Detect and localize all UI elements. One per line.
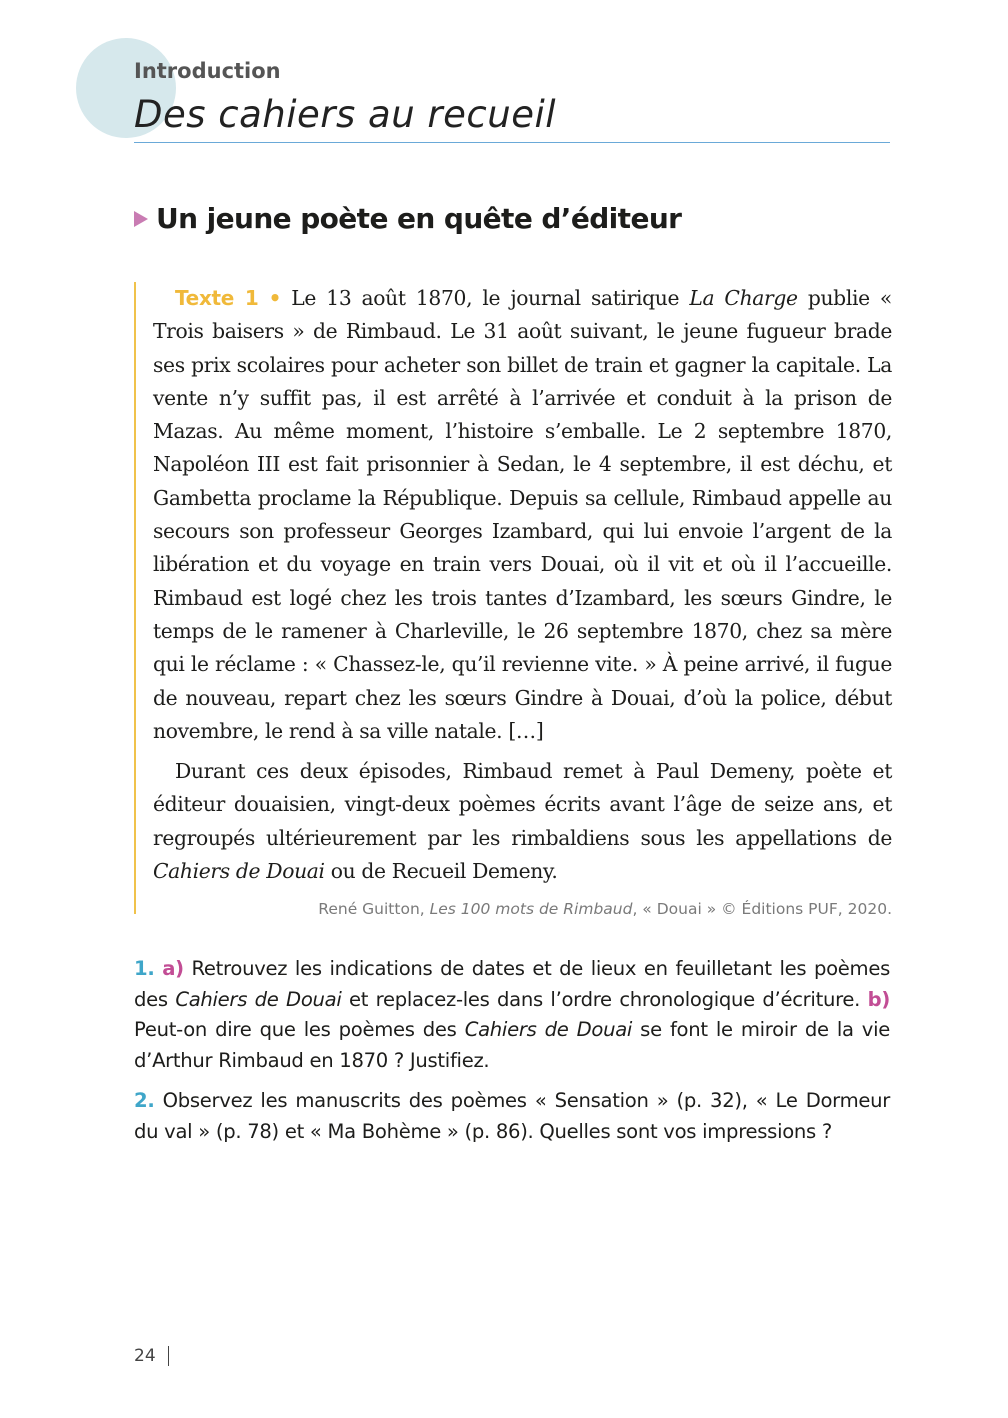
question-italic: Cahiers de Douai xyxy=(175,987,342,1011)
bullet-icon: • xyxy=(268,286,282,310)
excerpt-text: ou de Recueil Demeny. xyxy=(324,859,558,884)
subheading xyxy=(134,202,681,235)
excerpt-italic: La Charge xyxy=(689,286,798,310)
texte-label: Texte 1 xyxy=(175,286,259,310)
question-number: 2. xyxy=(134,1089,155,1112)
excerpt-text: Le 13 août 1870, le journal satirique xyxy=(281,286,690,310)
question-number: 1. xyxy=(134,957,155,980)
excerpt-paragraph-2 xyxy=(153,755,892,888)
question-letter: a) xyxy=(162,957,184,980)
question-2 xyxy=(134,1086,890,1147)
text-excerpt xyxy=(134,282,892,919)
excerpt-paragraph-1 xyxy=(153,282,892,748)
questions xyxy=(134,954,890,1147)
question-text: Observez les manuscrits des poèmes « Sensation » (p. 32), « Le Dormeur du val » (p. 78) et « Ma Bohème » (p. 86). Quelles sont vos impressions ? xyxy=(134,1089,890,1143)
question-text: et replacez-les dans l’ordre chronologique d’écriture. xyxy=(341,987,868,1011)
page-header xyxy=(134,56,890,140)
question-italic: Cahiers de Douai xyxy=(464,1018,633,1041)
source-publisher: , « Douai » © Éditions PUF, 2020. xyxy=(632,900,892,919)
page-number-divider xyxy=(168,1346,170,1366)
page-number-value: 24 xyxy=(134,1346,156,1366)
question-letter: b) xyxy=(867,987,890,1011)
section-label: Introduction xyxy=(134,59,281,83)
page-number xyxy=(134,1344,169,1368)
excerpt-italic: Cahiers de Douai xyxy=(153,859,325,884)
question-text: se font le miroir de la vie d’Arthur Rimbaud en 1870 ? Justifiez. xyxy=(134,1018,890,1072)
title-divider xyxy=(134,142,890,143)
subheading-text: Un jeune poète en quête d’éditeur xyxy=(156,202,682,235)
source-book-title: Les 100 mots de Rimbaud xyxy=(429,900,633,919)
question-1 xyxy=(134,954,890,1076)
excerpt-text: Durant ces deux épisodes, Rimbaud remet à Paul Demeny, poète et éditeur douaisien, vingt-deux poèmes écrits avant l’âge de seize ans, et regroupés ultérieurement par les rimbaldiens sous les appellations de xyxy=(153,759,892,850)
excerpt-source xyxy=(153,896,892,922)
excerpt-text: publie « Trois baisers » de Rimbaud. Le 31 août suivant, le jeune fugueur brade ses prix scolaires pour acheter son billet de train et gagner la capitale. La vente n’y suffit pas, il est arrêté à l’arrivée et conduit à la prison de Mazas. Au même moment, l’histoire s’emballe. Le 2 septembre 1870, Napoléon III est fait prisonnier à Sedan, le 4 septembre, il est déchu, et Gambetta proclame la République. Depuis sa cellule, Rimbaud appelle au secours son professeur Georges Izambard, qui lui envoie l’argent de la libération et du voyage en train vers Douai, où il vit et où il l’accueille. Rimbaud est logé chez les trois tantes d’Izambard, les sœurs Gindre, le temps de le ramener à Charleville, le 26 septembre 1870, chez sa mère qui le réclame : « Chassez-le, qu’il revienne vite. » À peine arrivé, il fugue de nouveau, repart chez les sœurs Gindre à Douai, d’où la police, début novembre, le rend à sa ville natale. […] xyxy=(153,286,892,743)
question-text: Retrouvez les indications de dates et de lieux en feuilletant les poèmes des xyxy=(134,957,890,1011)
question-text: Peut-on dire que les poèmes des xyxy=(134,1018,465,1041)
source-author: René Guitton, xyxy=(318,900,430,919)
page-title: Des cahiers au recueil xyxy=(134,93,557,136)
excerpt-body xyxy=(153,282,892,888)
triangle-bullet-icon xyxy=(134,211,148,227)
